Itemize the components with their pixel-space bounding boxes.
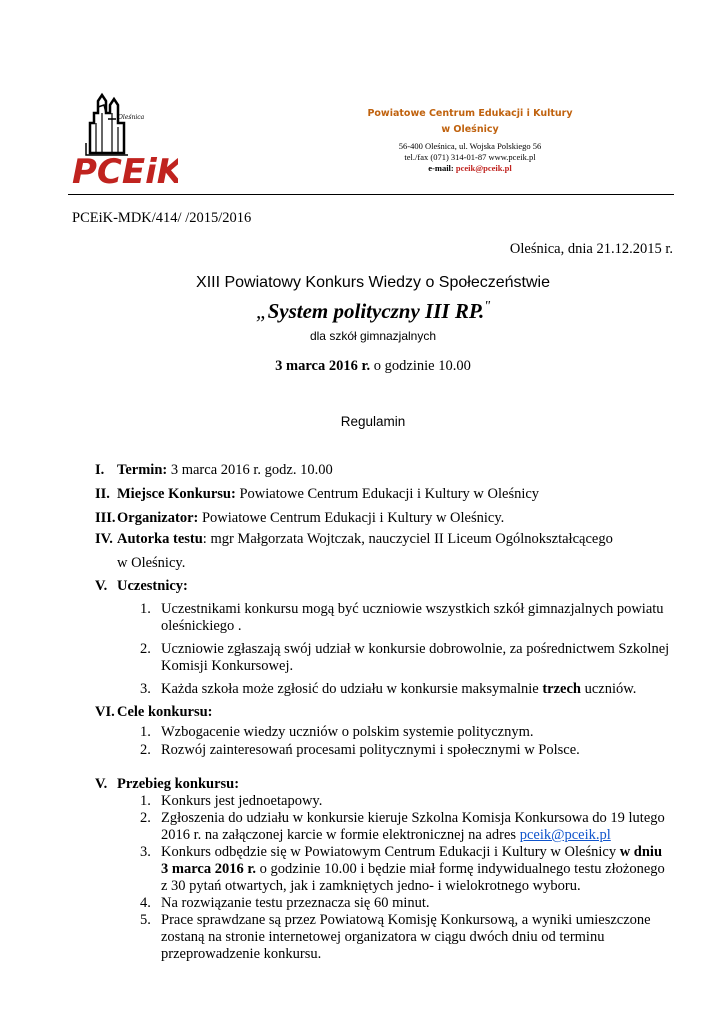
pceik-logo xyxy=(68,83,178,191)
contest-name-text: System polityczny III RP. xyxy=(267,299,485,323)
section-autorka: IV. Autorka testu: mgr Małgorzata Wojtczak, nauczyciel II Liceum Ogólnokształcącego xyxy=(95,531,613,547)
institution-header xyxy=(330,106,610,174)
open-quote: „ xyxy=(255,299,268,323)
contest-name xyxy=(68,299,678,324)
svg-text:PCEiK: PCEiK xyxy=(72,152,178,191)
institution-phone: tel./fax (071) 314-01-87 www.pceik.pl xyxy=(404,152,536,162)
registration-email-link[interactable]: pceik@pceik.pl xyxy=(519,827,611,843)
contest-time: o godzinie 10.00 xyxy=(370,358,471,374)
contest-title: XIII Powiatowy Konkurs Wiedzy o Społeczeństwie xyxy=(196,274,550,291)
contest-date xyxy=(68,358,678,375)
section-organizator: III.Organizator: Powiatowe Centrum Edukacji i Kultury w Oleśnicy. xyxy=(95,510,505,526)
section-przebieg: V. Przebieg konkursu: xyxy=(95,776,240,792)
regulamin-heading: Regulamin xyxy=(340,414,406,429)
section-autorka-cont: w Oleśnicy. xyxy=(117,555,186,571)
email-label: e-mail: xyxy=(428,163,454,173)
institution-address: 56-400 Oleśnica, ul. Wojska Polskiego 56 xyxy=(398,141,542,151)
close-quote: " xyxy=(484,299,491,314)
section-cele: VI. Cele konkursu: xyxy=(95,704,213,720)
contest-date-bold: 3 marca 2016 r. xyxy=(275,358,371,374)
institution-city: w Oleśnicy xyxy=(441,124,499,135)
document-reference: PCEiK-MDK/414/ /2015/2016 xyxy=(72,210,252,226)
section-termin: I. Termin: 3 marca 2016 r. godz. 10.00 xyxy=(95,462,333,478)
email-link[interactable]: pceik@pceik.pl xyxy=(455,163,512,173)
svg-text:Oleśnica: Oleśnica xyxy=(118,114,145,121)
audience: dla szkół gimnazjalnych xyxy=(309,329,437,343)
section-uczestnicy: V. Uczestnicy: xyxy=(95,578,188,594)
institution-email xyxy=(330,163,610,174)
section-miejsce: II. Miejsce Konkursu: Powiatowe Centrum Edukacji i Kultury w Oleśnicy xyxy=(95,486,540,502)
place-date: Oleśnica, dnia 21.12.2015 r. xyxy=(509,241,673,257)
institution-name: Powiatowe Centrum Edukacji i Kultury xyxy=(367,108,573,119)
header-divider xyxy=(68,194,674,195)
